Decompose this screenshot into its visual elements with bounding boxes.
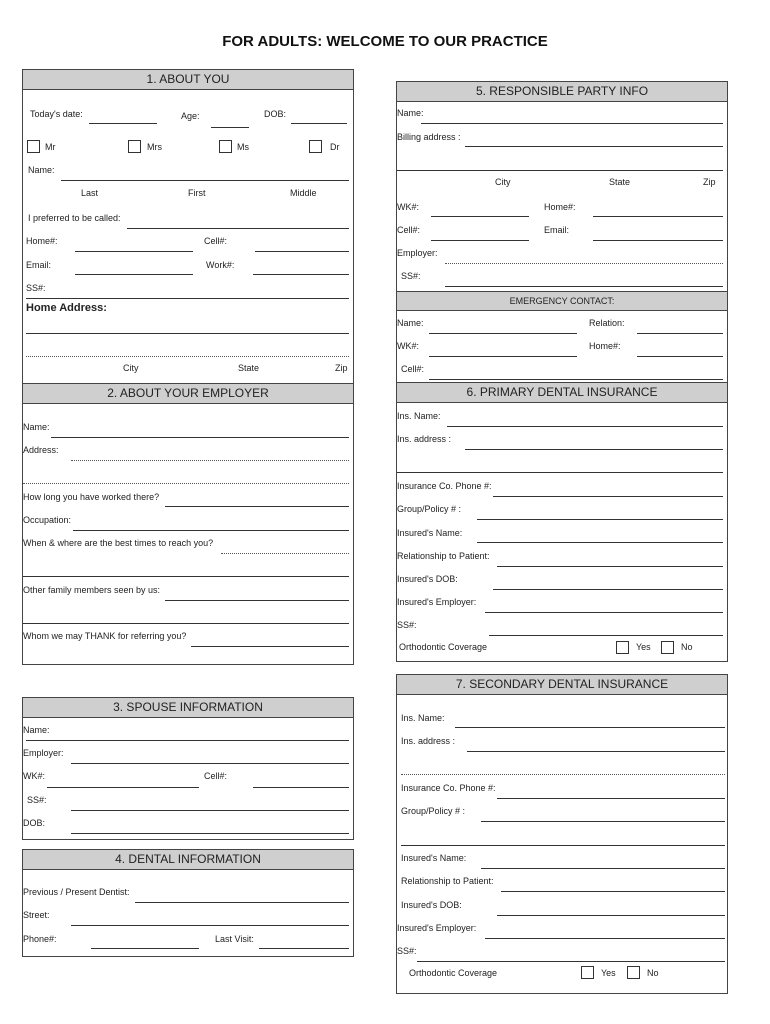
home-address-field-2[interactable] [26,356,349,357]
page-title: FOR ADULTS: WELCOME TO OUR PRACTICE [222,33,548,50]
ms-checkbox[interactable] [219,140,232,153]
occupation-label: Occupation: [23,515,72,525]
rp-name-label: Name: [397,108,424,118]
rp-email-field[interactable] [593,240,723,241]
sec-ortho-no-checkbox[interactable] [627,966,640,979]
spouse-cell-field[interactable] [253,787,349,788]
employer-address-label: Address: [23,445,59,455]
pri-ins-name-field[interactable] [447,426,723,427]
last-visit-field[interactable] [259,948,349,949]
spouse-name-field[interactable] [26,740,349,741]
spouse-dob-field[interactable] [71,833,349,834]
pri-phone-field[interactable] [493,496,723,497]
pri-no-label: No [681,642,693,652]
em-name-label: Name: [397,318,424,328]
pri-ins-address-label: Ins. address : [397,434,452,444]
mrs-checkbox[interactable] [128,140,141,153]
todays-date-field[interactable] [89,123,157,124]
dr-label: Dr [330,142,340,152]
section-header: 4. DENTAL INFORMATION [23,850,353,870]
emergency-contact-header: EMERGENCY CONTACT: [397,291,727,311]
how-long-label: How long you have worked there? [23,492,160,502]
ss-field[interactable] [26,298,349,299]
home-address-field[interactable] [26,333,349,334]
previous-dentist-field[interactable] [135,902,349,903]
sec-yes-label: Yes [601,968,616,978]
pri-insured-dob-label: Insured's DOB: [397,574,458,584]
middle-label: Middle [290,188,317,198]
pri-ins-address-field-2[interactable] [397,472,723,473]
sec-insured-dob-field[interactable] [497,915,725,916]
referral-field[interactable] [191,646,349,647]
spouse-wk-field[interactable] [47,787,199,788]
pri-relationship-label: Relationship to Patient: [397,551,490,561]
family-members-field-2[interactable] [23,623,349,624]
pri-insured-name-label: Insured's Name: [397,528,463,538]
pri-group-label: Group/Policy # : [397,504,462,514]
sec-no-label: No [647,968,659,978]
ss-label: SS#: [26,283,46,293]
dentist-street-label: Street: [23,910,50,920]
rp-home-label: Home#: [544,202,576,212]
pri-ss-field[interactable] [489,635,723,636]
rp-cell-field[interactable] [431,240,529,241]
employer-address-field[interactable] [71,460,349,461]
dob-field[interactable] [291,123,347,124]
section-header: 7. SECONDARY DENTAL INSURANCE [397,675,727,695]
relation-label: Relation: [589,318,625,328]
section-about-you [22,69,354,385]
rp-cell-label: Cell#: [397,225,421,235]
sec-ins-address-label: Ins. address : [401,736,456,746]
mr-checkbox[interactable] [27,140,40,153]
sec-phone-field[interactable] [497,798,725,799]
section-spouse-info [22,697,354,840]
dr-checkbox[interactable] [309,140,322,153]
family-members-label: Other family members seen by us: [23,585,161,595]
city-label: City [123,363,139,373]
state-label: State [238,363,260,373]
spouse-cell-label: Cell#: [204,771,228,781]
rp-home-field[interactable] [593,216,723,217]
rp-ss-label: SS#: [401,271,421,281]
em-cell-field[interactable] [429,379,723,380]
rp-state-label: State [609,177,631,187]
sec-group-field[interactable] [481,821,725,822]
dentist-phone-label: Phone#: [23,934,57,944]
em-wk-field[interactable] [429,356,577,357]
spouse-employer-field[interactable] [71,763,349,764]
pri-ortho-yes-checkbox[interactable] [616,641,629,654]
section-header: 6. PRIMARY DENTAL INSURANCE [397,383,727,403]
pri-ins-address-field[interactable] [465,449,723,450]
best-times-label: When & where are the best times to reach you? [23,538,214,548]
billing-address-field-2[interactable] [397,170,723,171]
employer-address-field-2[interactable] [23,483,349,484]
pri-insured-dob-field[interactable] [493,589,723,590]
em-wk-label: WK#: [397,341,420,351]
sec-group-label: Group/Policy # : [401,806,466,816]
cell-field[interactable] [255,251,349,252]
name-label: Name: [28,165,55,175]
pri-ss-label: SS#: [397,620,417,630]
sec-ins-address-field[interactable] [467,751,725,752]
section-responsible-party [396,81,728,384]
sec-insured-employer-label: Insured's Employer: [397,923,477,933]
rp-zip-label: Zip [703,177,716,187]
work-label: Work#: [206,260,235,270]
todays-date-label: Today's date: [30,109,83,119]
section-header: 3. SPOUSE INFORMATION [23,698,353,718]
previous-dentist-label: Previous / Present Dentist: [23,887,130,897]
section-dental-info [22,849,354,957]
how-long-field[interactable] [165,506,349,507]
pri-relationship-field[interactable] [497,566,723,567]
spouse-ss-label: SS#: [27,795,47,805]
section-header: 5. RESPONSIBLE PARTY INFO [397,82,727,102]
pri-ortho-label: Orthodontic Coverage [399,642,488,652]
last-label: Last [81,188,99,198]
sec-insured-employer-field[interactable] [485,938,725,939]
referral-label: Whom we may THANK for referring you? [23,631,187,641]
age-field[interactable] [211,127,249,128]
first-label: First [188,188,206,198]
family-members-field[interactable] [165,600,349,601]
occupation-field[interactable] [73,530,349,531]
pri-ins-name-label: Ins. Name: [397,411,441,421]
home-phone-field[interactable] [75,251,193,252]
sec-phone-label: Insurance Co. Phone #: [401,783,496,793]
best-times-field-2[interactable] [23,576,349,577]
ms-label: Ms [237,142,249,152]
zip-label: Zip [335,363,348,373]
em-cell-label: Cell#: [401,364,425,374]
rp-name-field[interactable] [421,123,723,124]
sec-insured-name-field[interactable] [481,868,725,869]
dentist-phone-field[interactable] [91,948,199,949]
rp-employer-label: Employer: [397,248,438,258]
spouse-name-label: Name: [23,725,50,735]
rp-wk-label: WK#: [397,202,420,212]
rp-employer-field[interactable] [445,263,723,264]
pri-yes-label: Yes [636,642,651,652]
section-header: 2. ABOUT YOUR EMPLOYER [23,384,353,404]
spouse-ss-field[interactable] [71,810,349,811]
sec-ins-address-field-2[interactable] [401,774,725,775]
em-home-field[interactable] [637,356,723,357]
pri-phone-label: Insurance Co. Phone #: [397,481,492,491]
employer-name-label: Name: [23,422,50,432]
home-address-label: Home Address: [26,302,107,314]
email-field[interactable] [75,274,193,275]
sec-insured-dob-label: Insured's DOB: [401,900,462,910]
section-about-employer [22,383,354,665]
spouse-dob-label: DOB: [23,818,46,828]
rp-wk-field[interactable] [431,216,529,217]
pri-insured-employer-label: Insured's Employer: [397,597,477,607]
sec-ins-name-label: Ins. Name: [401,713,445,723]
email-label: Email: [26,260,52,270]
section-header: 1. ABOUT YOU [23,70,353,90]
em-name-field[interactable] [429,333,577,334]
last-visit-label: Last Visit: [215,934,254,944]
sec-insured-name-label: Insured's Name: [401,853,467,863]
pri-insured-employer-field[interactable] [485,612,723,613]
billing-address-field[interactable] [465,146,723,147]
billing-address-label: Billing address : [397,132,461,142]
sec-ortho-yes-checkbox[interactable] [581,966,594,979]
employer-name-field[interactable] [51,437,349,438]
rp-ss-field[interactable] [445,286,723,287]
section-secondary-insurance [396,674,728,994]
em-home-label: Home#: [589,341,621,351]
preferred-name-label: I preferred to be called: [28,213,121,223]
sec-ins-name-field[interactable] [455,727,725,728]
name-field[interactable] [61,180,349,181]
work-field[interactable] [253,274,349,275]
relation-field[interactable] [637,333,723,334]
section-primary-insurance [396,382,728,662]
pri-group-field[interactable] [477,519,723,520]
rp-city-label: City [495,177,511,187]
rp-email-label: Email: [544,225,570,235]
dob-label: DOB: [264,109,287,119]
pri-ortho-no-checkbox[interactable] [661,641,674,654]
pri-insured-name-field[interactable] [477,542,723,543]
cell-label: Cell#: [204,236,228,246]
home-phone-label: Home#: [26,236,58,246]
sec-relationship-label: Relationship to Patient: [401,876,494,886]
best-times-field[interactable] [221,553,349,554]
sec-ortho-label: Orthodontic Coverage [409,968,498,978]
sec-relationship-field[interactable] [501,891,725,892]
dentist-street-field[interactable] [71,925,349,926]
spouse-employer-label: Employer: [23,748,64,758]
preferred-name-field[interactable] [127,228,349,229]
sec-ss-field[interactable] [417,961,725,962]
mr-label: Mr [45,142,56,152]
sec-ss-label: SS#: [397,946,417,956]
sec-group-field-2[interactable] [401,845,725,846]
mrs-label: Mrs [147,142,162,152]
spouse-wk-label: WK#: [23,771,46,781]
age-label: Age: [181,111,200,121]
